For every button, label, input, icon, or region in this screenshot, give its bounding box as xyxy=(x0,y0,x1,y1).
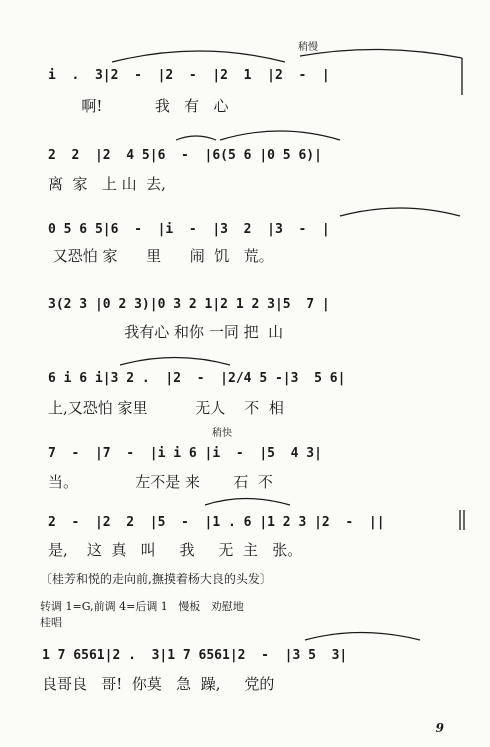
notation-text: 6 i 6 i|3 2 . |2 - |2/4 5 -|3 5 6| xyxy=(48,371,346,386)
notation-text: 2 - |2 2 |5 - |1 . 6 |1 2 3 |2 - || xyxy=(48,515,385,530)
tempo-mark-1: 稍慢 xyxy=(298,42,318,53)
lyrics-text: 我有心 和你 一同 把 山 xyxy=(48,323,284,341)
lyrics-text: 是, 这 真 叫 我 无 主 张。 xyxy=(48,541,303,559)
slur-8 xyxy=(305,633,420,641)
lyrics-text: 又恐怕 家 里 闹 饥 荒。 xyxy=(48,247,274,265)
slur-1 xyxy=(112,51,285,62)
tempo-mark-2: 稍快 xyxy=(212,428,232,439)
notation-text: i . 3|2 - |2 - |2 1 |2 - | xyxy=(48,68,330,83)
notation-text: 3(2 3 |0 2 3)|0 3 2 1|2 1 2 3|5 7 | xyxy=(48,297,330,312)
lyrics-text: 当。 左不是 来 石 不 xyxy=(48,473,273,491)
slur-4 xyxy=(220,131,340,140)
slur-2 xyxy=(300,49,462,58)
lyrics-text: 良哥良 哥! 你莫 急 躁, 党的 xyxy=(42,675,275,693)
lyrics-text: 上,又恐怕 家里 无人 不 相 xyxy=(48,399,284,417)
key-change-line: 转调 1=G,前调 4=后调 1 慢板 劝慰地 xyxy=(40,600,244,613)
singer-label: 桂唱 xyxy=(40,616,62,629)
notation-text: 1 7 6561|2 . 3|1 7 6561|2 - |3 5 3| xyxy=(42,648,348,663)
lyrics-text: 啊! 我 有 心 xyxy=(48,97,229,115)
stage-direction: 〔桂芳和悦的走向前,撫摸着杨大良的头发〕 xyxy=(40,572,272,586)
notation-text: 2 2 |2 4 5|6 - |6(5 6 |0 5 6)| xyxy=(48,148,322,163)
notation-text: 0 5 6 5|6 - |i - |3 2 |3 - | xyxy=(48,222,330,237)
slur-6 xyxy=(120,358,230,366)
page-number: 9 xyxy=(435,721,444,735)
lyrics-text: 离 家 上 山 去, xyxy=(48,175,166,193)
slur-3 xyxy=(176,136,216,140)
slur-7 xyxy=(205,499,290,506)
notation-text: 7 - |7 - |i i 6 |i - |5 4 3| xyxy=(48,446,322,461)
slur-5 xyxy=(340,208,460,216)
